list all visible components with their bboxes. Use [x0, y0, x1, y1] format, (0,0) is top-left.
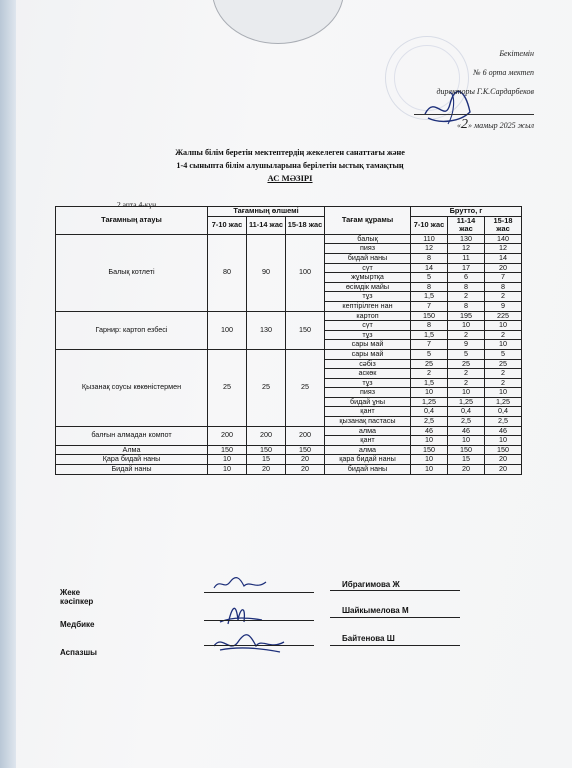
- gross-value: 8: [485, 282, 522, 292]
- gross-value: 10: [411, 465, 448, 475]
- cook-signature: [210, 632, 290, 656]
- gross-value: 2: [448, 292, 485, 302]
- gross-value: 20: [485, 263, 522, 273]
- portion-value: 25: [208, 349, 247, 426]
- gross-value: 1,5: [411, 292, 448, 302]
- portion-age-11-14: 11-14 жас: [247, 216, 286, 234]
- gross-value: 20: [485, 465, 522, 475]
- gross-value: 10: [448, 388, 485, 398]
- portion-value: 200: [208, 426, 247, 445]
- ingredient-name: сары май: [325, 349, 411, 359]
- gross-value: 10: [411, 455, 448, 465]
- approval-line-3: директоры Г.К.Сардарбеков: [436, 87, 534, 96]
- approval-block: [314, 44, 534, 135]
- approval-signature-line: [414, 101, 534, 115]
- ingredient-name: өсімдік майы: [325, 282, 411, 292]
- ingredient-name: тұз: [325, 330, 411, 340]
- signature-line: [204, 620, 314, 621]
- gross-value: 6: [448, 273, 485, 283]
- signature-name: Байтенова Ш: [342, 634, 395, 643]
- signature-name: Шайкымелова М: [342, 606, 409, 615]
- portion-age-15-18: 15-18 жас: [286, 216, 325, 234]
- gross-value: 1,25: [485, 397, 522, 407]
- nurse-signature: [210, 600, 270, 626]
- name-line: [330, 645, 460, 646]
- col-portion-header: Тағамның өлшемі: [208, 207, 325, 217]
- approval-date-day: 2: [461, 117, 469, 132]
- gross-value: 1,25: [411, 397, 448, 407]
- gross-value: 150: [448, 445, 485, 455]
- gross-value: 11: [448, 253, 485, 263]
- dish-name: Алма: [56, 445, 208, 455]
- portion-value: 20: [286, 465, 325, 475]
- table-row: [56, 445, 522, 455]
- dish-name: Балық котлеті: [56, 234, 208, 311]
- portion-value: 200: [286, 426, 325, 445]
- gross-value: 46: [411, 426, 448, 436]
- gross-value: 15: [448, 455, 485, 465]
- gross-value: 2,5: [448, 417, 485, 427]
- portion-value: 150: [286, 445, 325, 455]
- portion-value: 20: [247, 465, 286, 475]
- gross-value: 25: [411, 359, 448, 369]
- heading-title: АС МӘЗІРІ: [267, 173, 313, 183]
- gross-age-7-10: 7-10 жас: [411, 216, 448, 234]
- menu-table: [55, 206, 522, 475]
- portion-value: 100: [286, 234, 325, 311]
- gross-value: 2: [485, 369, 522, 379]
- gross-value: 140: [485, 234, 522, 244]
- portion-value: 15: [247, 455, 286, 465]
- dish-name: Бидай наны: [56, 465, 208, 475]
- portion-value: 25: [286, 349, 325, 426]
- gross-value: 8: [411, 253, 448, 263]
- gross-value: 130: [448, 234, 485, 244]
- portion-value: 10: [208, 465, 247, 475]
- gross-value: 20: [485, 455, 522, 465]
- gross-value: 7: [485, 273, 522, 283]
- portion-value: 25: [247, 349, 286, 426]
- ingredient-name: бидай наны: [325, 253, 411, 263]
- gross-value: 150: [485, 445, 522, 455]
- gross-value: 8: [411, 282, 448, 292]
- signature-role: Медбике: [60, 620, 95, 629]
- gross-value: 8: [448, 301, 485, 311]
- ingredient-name: қызанақ пастасы: [325, 417, 411, 427]
- gross-value: 10: [485, 340, 522, 350]
- heading-line-1: Жалпы білім беретін мектептердің жекелеген санаттағы және: [175, 148, 405, 157]
- table-row: [56, 311, 522, 321]
- dish-name: Гарнир: картоп езбесі: [56, 311, 208, 349]
- table-row: [56, 349, 522, 359]
- ingredient-name: тұз: [325, 378, 411, 388]
- ingredient-name: алма: [325, 426, 411, 436]
- gross-value: 46: [448, 426, 485, 436]
- gross-value: 1,5: [411, 330, 448, 340]
- portion-value: 150: [286, 311, 325, 349]
- gross-value: 2,5: [485, 417, 522, 427]
- portion-value: 100: [208, 311, 247, 349]
- ingredient-name: пияз: [325, 388, 411, 398]
- ingredient-name: балық: [325, 234, 411, 244]
- gross-value: 0,4: [485, 407, 522, 417]
- document-heading: [100, 146, 480, 185]
- dish-name: балғын алмадан компот: [56, 426, 208, 445]
- name-line: [330, 590, 460, 591]
- ingredient-name: аскөк: [325, 369, 411, 379]
- signature-line: [204, 592, 314, 593]
- gross-value: 2: [448, 378, 485, 388]
- gross-value: 8: [411, 321, 448, 331]
- table-row: [56, 426, 522, 436]
- table-row: [56, 465, 522, 475]
- gross-value: 2,5: [411, 417, 448, 427]
- gross-value: 12: [485, 244, 522, 254]
- ingredient-name: сүт: [325, 321, 411, 331]
- gross-value: 150: [411, 311, 448, 321]
- gross-value: 2: [448, 369, 485, 379]
- portion-value: 90: [247, 234, 286, 311]
- gross-value: 5: [411, 273, 448, 283]
- gross-value: 12: [448, 244, 485, 254]
- gross-value: 225: [485, 311, 522, 321]
- approval-line-1: Бекітемін: [499, 49, 534, 58]
- gross-value: 2: [411, 369, 448, 379]
- gross-value: 7: [411, 340, 448, 350]
- portion-value: 130: [247, 311, 286, 349]
- day-label: 2 апта 4-күн: [117, 200, 157, 209]
- gross-value: 1,5: [411, 378, 448, 388]
- page-edge: [0, 0, 16, 768]
- gross-value: 195: [448, 311, 485, 321]
- gross-age-15-18: 15-18 жас: [485, 216, 522, 234]
- gross-value: 17: [448, 263, 485, 273]
- col-dish-header: Тағамның атауы: [56, 207, 208, 235]
- portion-age-7-10: 7-10 жас: [208, 216, 247, 234]
- gross-value: 1,25: [448, 397, 485, 407]
- gross-value: 10: [448, 436, 485, 446]
- portion-value: 200: [247, 426, 286, 445]
- ingredient-name: кептірілген нан: [325, 301, 411, 311]
- gross-value: 12: [411, 244, 448, 254]
- gross-value: 150: [411, 445, 448, 455]
- gross-value: 2: [448, 330, 485, 340]
- col-composition-header: Тағам құрамы: [325, 207, 411, 235]
- gross-age-11-14: 11-14 жас: [448, 216, 485, 234]
- gross-value: 14: [485, 253, 522, 263]
- ingredient-name: жұмыртқа: [325, 273, 411, 283]
- signature-name: Ибрагимова Ж: [342, 580, 400, 589]
- signature-line: [204, 645, 314, 646]
- portion-value: 150: [247, 445, 286, 455]
- gross-value: 2: [485, 378, 522, 388]
- gross-value: 9: [448, 340, 485, 350]
- approval-date-rest: мамыр 2025 жыл: [474, 121, 534, 130]
- ingredient-name: сары май: [325, 340, 411, 350]
- ingredient-name: сүт: [325, 263, 411, 273]
- gross-value: 10: [411, 436, 448, 446]
- gross-value: 9: [485, 301, 522, 311]
- gross-value: 10: [411, 388, 448, 398]
- approval-date: «2» мамыр 2025 жыл: [457, 117, 534, 132]
- gross-value: 25: [448, 359, 485, 369]
- gross-value: 5: [411, 349, 448, 359]
- gross-value: 0,4: [411, 407, 448, 417]
- ingredient-name: қара бидай наны: [325, 455, 411, 465]
- signature-role: Жеке кәсіпкер: [60, 588, 94, 606]
- gross-value: 46: [485, 426, 522, 436]
- gross-value: 10: [485, 321, 522, 331]
- gross-value: 10: [448, 321, 485, 331]
- gross-value: 8: [448, 282, 485, 292]
- gross-value: 0,4: [448, 407, 485, 417]
- ingredient-name: бидай ұны: [325, 397, 411, 407]
- table-row: [56, 234, 522, 244]
- ingredient-name: картоп: [325, 311, 411, 321]
- signature-role: Аспазшы: [60, 648, 97, 657]
- dish-name: Қара бидай наны: [56, 455, 208, 465]
- gross-value: 5: [448, 349, 485, 359]
- gross-value: 14: [411, 263, 448, 273]
- ingredient-name: тұз: [325, 292, 411, 302]
- portion-value: 20: [286, 455, 325, 465]
- ingredient-name: қант: [325, 436, 411, 446]
- portion-value: 10: [208, 455, 247, 465]
- gross-value: 110: [411, 234, 448, 244]
- ingredient-name: сәбіз: [325, 359, 411, 369]
- punch-notch: [212, 0, 344, 44]
- col-gross-header: Брутто, г: [411, 207, 522, 217]
- portion-value: 80: [208, 234, 247, 311]
- dish-name: Қызанақ соусы көкөністермен: [56, 349, 208, 426]
- gross-value: 5: [485, 349, 522, 359]
- portion-value: 150: [208, 445, 247, 455]
- heading-line-2: 1-4 сыныпта білім алушыларына берілетін ыстық тамақтың: [176, 161, 404, 170]
- gross-value: 25: [485, 359, 522, 369]
- gross-value: 2: [485, 292, 522, 302]
- gross-value: 2: [485, 330, 522, 340]
- ingredient-name: алма: [325, 445, 411, 455]
- approval-line-2: № 6 орта мектеп: [473, 68, 534, 77]
- ingredient-name: қант: [325, 407, 411, 417]
- gross-value: 10: [485, 388, 522, 398]
- gross-value: 10: [485, 436, 522, 446]
- name-line: [330, 617, 460, 618]
- gross-value: 20: [448, 465, 485, 475]
- ingredient-name: бидай наны: [325, 465, 411, 475]
- ingredient-name: пияз: [325, 244, 411, 254]
- gross-value: 7: [411, 301, 448, 311]
- table-row: [56, 455, 522, 465]
